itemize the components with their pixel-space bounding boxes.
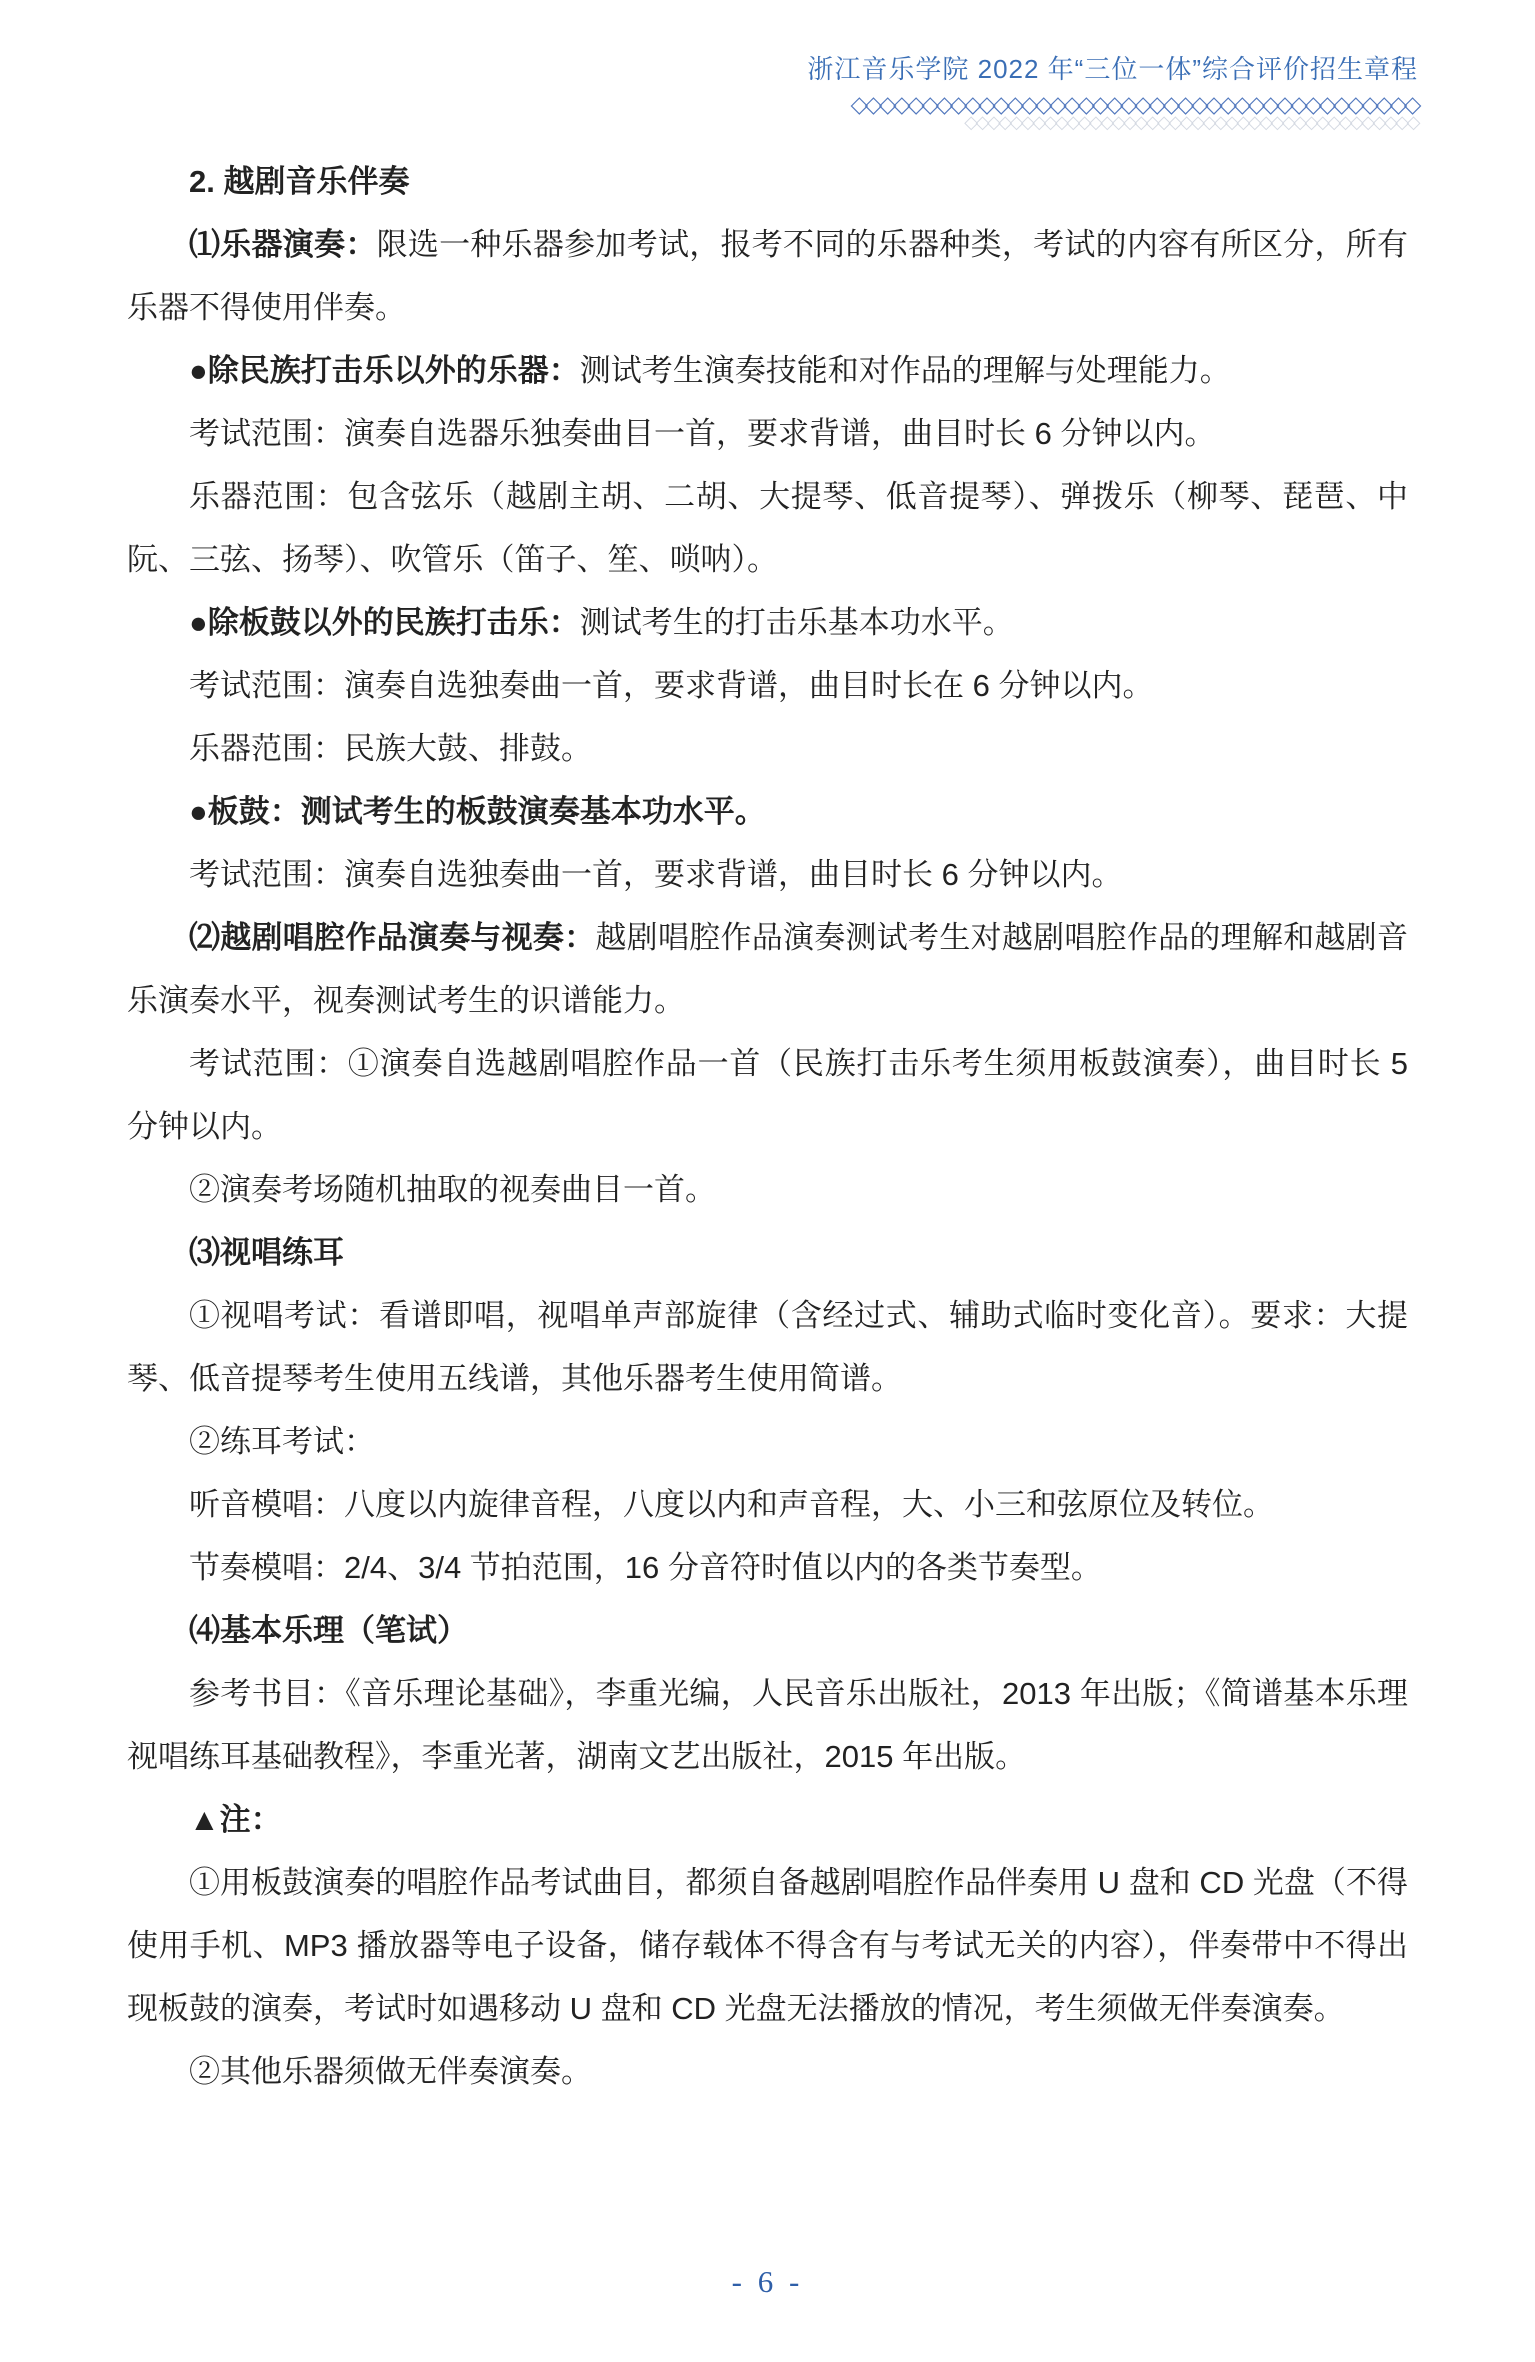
paragraph: [127, 591, 1408, 654]
header-title: 浙江音乐学院 2022 年“三位一体”综合评价招生章程: [807, 54, 1418, 84]
paragraph: [127, 1221, 1408, 1284]
paragraph: [127, 1536, 1408, 1599]
body-text: 听音模唱：八度以内旋律音程，八度以内和声音程，大、小三和弦原位及转位。: [189, 1487, 1274, 1522]
body-text: 考试范围：演奏自选器乐独奏曲目一首，要求背谱，曲目时长 6 分钟以内。: [189, 416, 1216, 451]
body-text: 测试考生演奏技能和对作品的理解与处理能力。: [579, 353, 1231, 388]
body-text: 参考书目：《音乐理论基础》，李重光编，人民音乐出版社，2013 年出版；《简谱基本乐理视唱练耳基础教程》，李重光著，湖南文艺出版社，2015 年出版。: [127, 1676, 1408, 1774]
body-text: 考试范围：演奏自选独奏曲一首，要求背谱，曲目时长 6 分钟以内。: [189, 857, 1123, 892]
paragraph: [127, 1158, 1408, 1221]
paragraph: [127, 339, 1408, 402]
body-text: 测试考生的打击乐基本功水平。: [579, 605, 1014, 640]
paragraph: [127, 1788, 1408, 1851]
body-text: ②练耳考试：: [189, 1424, 375, 1459]
emphasis-text: ⑵越剧唱腔作品演奏与视奏：: [189, 920, 596, 955]
diamond-row-shadow-icon: ◇◇◇◇◇◇◇◇◇◇◇◇◇◇◇◇◇◇◇◇◇◇◇◇◇◇◇◇◇◇◇◇◇◇◇◇◇◇◇◇: [964, 112, 1418, 132]
body-text: 考试范围：①演奏自选越剧唱腔作品一首（民族打击乐考生须用板鼓演奏），曲目时长 5 分钟以内。: [127, 1046, 1408, 1144]
paragraph: [127, 1662, 1408, 1788]
body-text: 乐器范围：民族大鼓、排鼓。: [189, 731, 592, 766]
paragraph: [127, 717, 1408, 780]
body-text: 乐器范围：包含弦乐（越剧主胡、二胡、大提琴、低音提琴）、弹拨乐（柳琴、琵琶、中阮、三弦、扬琴）、吹管乐（笛子、笙、唢呐）。: [127, 479, 1408, 577]
paragraph: [127, 1473, 1408, 1536]
body-text: 考试范围：演奏自选独奏曲一首，要求背谱，曲目时长在 6 分钟以内。: [189, 668, 1154, 703]
paragraph: [127, 2040, 1408, 2103]
paragraph: [127, 402, 1408, 465]
body-text: ②其他乐器须做无伴奏演奏。: [189, 2054, 592, 2089]
paragraph: [127, 843, 1408, 906]
document-body: [127, 150, 1408, 2103]
emphasis-text: ⑴乐器演奏：: [189, 227, 377, 262]
body-text: 限选一种乐器参加考试，报考不同的乐器种类，考试的内容有所区分，所有乐器不得使用伴奏。: [127, 227, 1409, 325]
paragraph: [127, 150, 1408, 213]
emphasis-text: ▲注：: [189, 1802, 282, 1837]
emphasis-text: ⑷基本乐理（笔试）: [189, 1613, 468, 1648]
paragraph: [127, 1410, 1408, 1473]
paragraph: [127, 1599, 1408, 1662]
paragraph: [127, 1284, 1408, 1410]
page-header: [807, 52, 1418, 132]
body-text: ②演奏考场随机抽取的视奏曲目一首。: [189, 1172, 716, 1207]
paragraph: [127, 780, 1408, 843]
paragraph: [127, 654, 1408, 717]
body-text: 越剧唱腔作品演奏测试考生对越剧唱腔作品的理解和越剧音乐演奏水平，视奏测试考生的识谱能力。: [127, 920, 1408, 1018]
diamond-row-icon: ◇◇◇◇◇◇◇◇◇◇◇◇◇◇◇◇◇◇◇◇◇◇◇◇◇◇◇◇◇◇◇◇◇◇◇◇◇◇◇◇: [850, 91, 1418, 117]
page-number: - 6 -: [731, 2264, 804, 2299]
emphasis-text: ⑶视唱练耳: [189, 1235, 344, 1270]
body-text: 节奏模唱：2/4、3/4 节拍范围，16 分音符时值以内的各类节奏型。: [189, 1550, 1102, 1585]
paragraph: [127, 1032, 1408, 1158]
emphasis-text: 2. 越剧音乐伴奏: [189, 164, 410, 199]
page-footer: [0, 2264, 1535, 2300]
diamond-ornament: [807, 91, 1418, 132]
emphasis-text: ●除板鼓以外的民族打击乐：: [189, 605, 580, 640]
paragraph: [127, 213, 1408, 339]
body-text: ①视唱考试：看谱即唱，视唱单声部旋律（含经过式、辅助式临时变化音）。要求：大提琴、低音提琴考生使用五线谱，其他乐器考生使用简谱。: [127, 1298, 1408, 1396]
paragraph: [127, 465, 1408, 591]
emphasis-text: ●板鼓：测试考生的板鼓演奏基本功水平。: [189, 794, 766, 829]
body-text: ①用板鼓演奏的唱腔作品考试曲目，都须自备越剧唱腔作品伴奏用 U 盘和 CD 光盘（不得使用手机、MP3 播放器等电子设备，储存载体不得含有与考试无关的内容），伴奏带中不得出现板鼓的演奏，考试时如遇移动 U 盘和 CD 光盘无法播放的情况，考生须做无伴奏演奏。: [127, 1865, 1408, 2026]
emphasis-text: ●除民族打击乐以外的乐器：: [189, 353, 580, 388]
paragraph: [127, 906, 1408, 1032]
paragraph: [127, 1851, 1408, 2040]
